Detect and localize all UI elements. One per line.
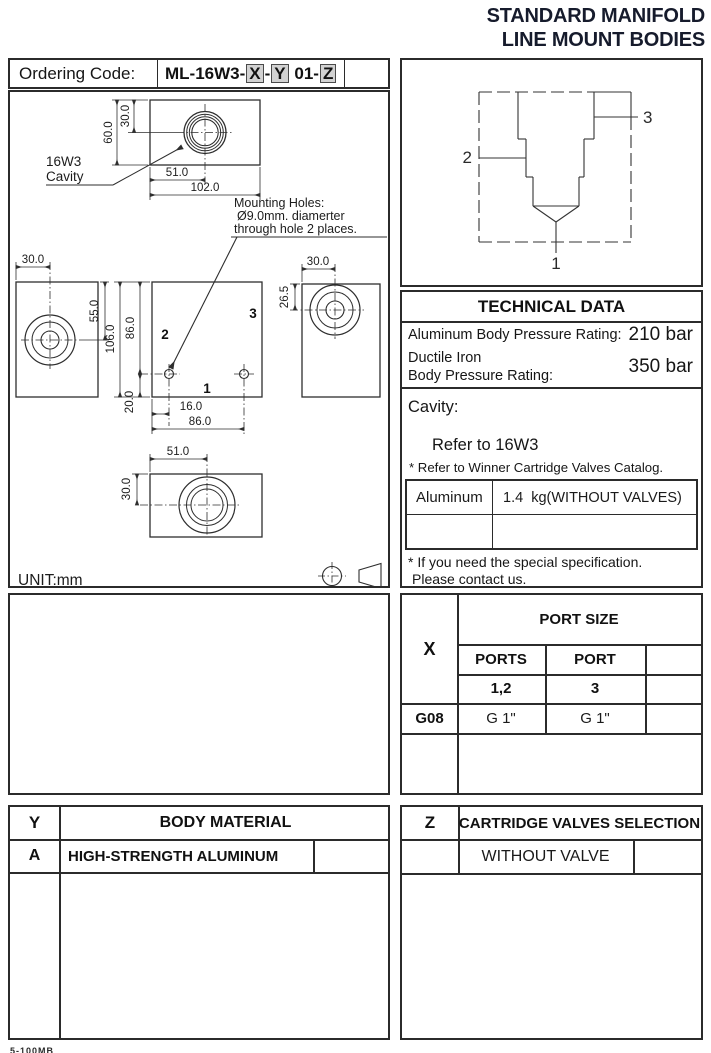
- pressure-rating-value-aluminum: 210 bar: [628, 324, 693, 345]
- schematic-body-boundary: [479, 92, 631, 242]
- valve-row-value: WITHOUT VALVE: [481, 847, 610, 865]
- special-spec-note-line1: * If you need the special specification.: [408, 554, 643, 570]
- code-prefix: ML-16W3-: [165, 63, 246, 83]
- weight-table: [405, 479, 698, 550]
- pressure-rating-row-iron: [402, 347, 701, 387]
- divider: [645, 645, 647, 733]
- port-size-row-val1: G 1": [486, 709, 516, 727]
- schematic-port-lines: [479, 117, 638, 253]
- divider: [633, 840, 635, 873]
- body-material-row-value: HIGH-STRENGTH ALUMINUM: [68, 847, 279, 865]
- weight-table-empty-row: [407, 515, 696, 548]
- body-material-title: BODY MATERIAL: [159, 814, 292, 831]
- top-view-dims: [112, 100, 260, 200]
- dim-top-width: 102.0: [190, 182, 220, 194]
- port-size-col2-header: PORT: [574, 651, 616, 668]
- port-size-table: [400, 593, 703, 795]
- pressure-rating-label-iron-line1: Ductile Iron: [408, 350, 482, 366]
- clipped-footer-text: 5-100MB: [10, 1046, 55, 1053]
- ordering-code-value: [157, 60, 345, 87]
- port-size-x-header: X: [423, 638, 436, 659]
- bottom-view-outline: [150, 474, 262, 537]
- side-left-outline: [16, 282, 98, 397]
- dim-front-hole-x1: 16.0: [179, 401, 203, 413]
- dim-front-hole-x2: 86.0: [188, 416, 212, 428]
- side-right-dims: [290, 264, 335, 310]
- weight-empty-cell-1: [407, 515, 493, 548]
- mounting-note-line1: Mounting Holes:: [234, 196, 325, 210]
- divider: [402, 733, 701, 735]
- dimension-drawing-box: [8, 90, 390, 588]
- code-x-placeholder: X: [246, 64, 263, 83]
- port-size-col1-header: PORTS: [475, 651, 527, 668]
- cavity-value: Refer to 16W3: [432, 436, 539, 454]
- dim-sideleft-width: 30.0: [21, 254, 45, 266]
- empty-panel: [8, 593, 390, 795]
- page-title-line2: LINE MOUNT BODIES: [501, 29, 705, 51]
- cavity-schematic: [402, 60, 701, 285]
- cavity-label: Cavity:: [408, 398, 459, 416]
- body-material-row-code: A: [28, 847, 41, 864]
- special-spec-note: [408, 554, 642, 588]
- pressure-rating-value-iron: 350 bar: [628, 356, 693, 377]
- weight-table-row: [407, 481, 696, 515]
- dim-top-height: 60.0: [103, 121, 115, 144]
- dim-top-center-x: 51.0: [165, 167, 189, 179]
- body-material-y-header: Y: [28, 813, 41, 832]
- cavity-schematic-box: [400, 58, 703, 287]
- valve-z-header: Z: [424, 813, 436, 832]
- special-spec-note-line2: Please contact us.: [412, 571, 527, 587]
- page-title-line1: STANDARD MANIFOLD: [486, 5, 705, 27]
- dim-sideleft-center: 55.0: [89, 299, 101, 323]
- dim-bottom-center-x: 51.0: [166, 446, 190, 458]
- divider: [402, 873, 701, 875]
- technical-data-header: TECHNICAL DATA: [402, 292, 701, 323]
- cartridge-valve-table: [400, 805, 703, 1040]
- port-size-row-val2: G 1": [580, 709, 610, 727]
- bottom-view-centerlines: [140, 454, 239, 537]
- cavity-note: * Refer to Winner Cartridge Valves Catalog.: [409, 460, 664, 475]
- divider: [10, 872, 388, 874]
- port-size-sub1: 1,2: [490, 680, 512, 697]
- mounting-note-line3: through hole 2 places.: [234, 222, 358, 236]
- dim-top-center: 30.0: [120, 104, 132, 128]
- divider: [313, 840, 315, 872]
- pressure-rating-label-iron-line2: Body Pressure Rating:: [408, 368, 554, 384]
- port-size-title: PORT SIZE: [539, 611, 619, 628]
- side-right-outline: [302, 284, 380, 397]
- body-material-table: [8, 805, 390, 1040]
- code-y-placeholder: Y: [271, 64, 288, 83]
- code-z-placeholder: Z: [320, 64, 336, 83]
- front-port1-label: 1: [203, 381, 211, 396]
- dim-front-hole-bottom: 20.0: [124, 390, 136, 414]
- weight-value-cell: 1.4 kg(WITHOUT VALVES): [503, 489, 682, 506]
- cavity-callout-line1: 16W3: [46, 154, 82, 169]
- mounting-note-line2: Ø9.0mm. diamerter: [237, 209, 345, 223]
- port-size-sub2: 3: [590, 680, 600, 697]
- port-size-row-code: G08: [415, 709, 444, 727]
- schematic-port2-label: 2: [462, 148, 472, 167]
- code-dash: -: [264, 63, 271, 83]
- schematic-port3-label: 3: [643, 108, 653, 127]
- dimension-drawing: [10, 92, 388, 586]
- pressure-rating-label-aluminum: Aluminum Body Pressure Rating:: [408, 327, 622, 343]
- cavity-callout-line2: Cavity: [46, 169, 84, 184]
- schematic-port1-label: 1: [551, 254, 561, 273]
- dim-sideright-center: 26.5: [279, 285, 291, 309]
- dim-front-height: 106.0: [105, 324, 117, 354]
- technical-data-box: [400, 290, 703, 588]
- valve-title: CARTRIDGE VALVES SELECTION: [458, 814, 701, 832]
- code-mid: 01-: [289, 63, 319, 83]
- front-port2-label: 2: [161, 327, 169, 342]
- divider: [402, 387, 701, 389]
- dim-front-hole-v: 86.0: [125, 316, 137, 340]
- pressure-rating-row-aluminum: [402, 323, 701, 347]
- weight-empty-cell-2: [493, 515, 696, 548]
- third-angle-projection-icon: [318, 562, 381, 586]
- unit-label: UNIT:mm: [18, 572, 83, 586]
- weight-material-cell: Aluminum: [407, 481, 493, 514]
- schematic-cavity-profile: [518, 92, 631, 222]
- page-title: [487, 4, 705, 52]
- dim-sideright-width: 30.0: [306, 256, 330, 268]
- ordering-code-label: Ordering Code:: [19, 63, 136, 83]
- dim-bottom-center-y: 30.0: [121, 477, 133, 501]
- pressure-rating-label-iron: [402, 349, 553, 385]
- ordering-code-box: [8, 58, 390, 89]
- front-port3-label: 3: [249, 306, 257, 321]
